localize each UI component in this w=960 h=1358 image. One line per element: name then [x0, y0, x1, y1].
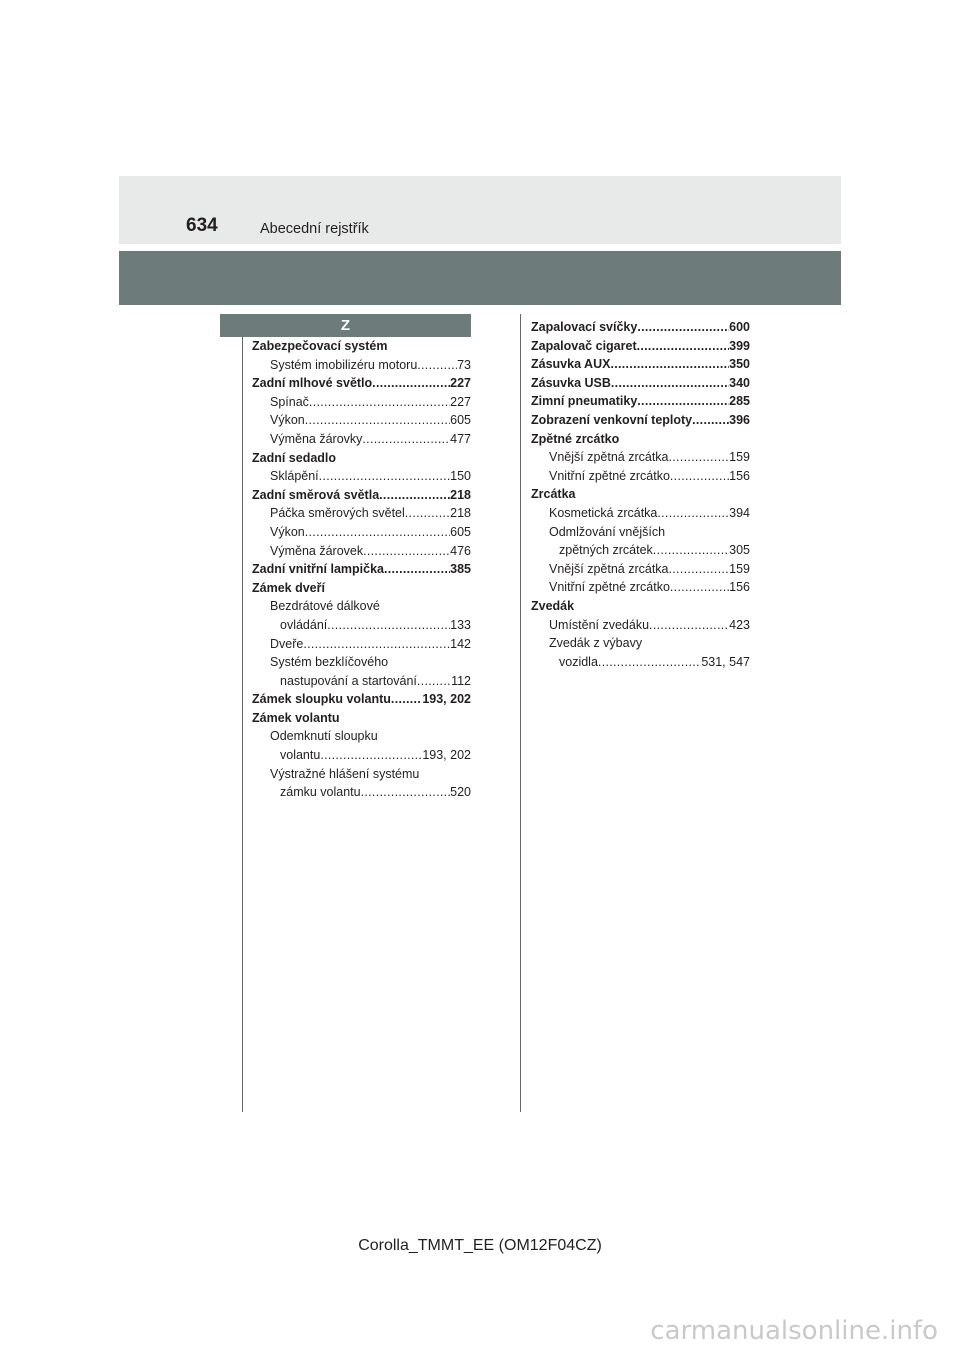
index-entry-label: Výkon [270, 413, 305, 428]
dot-leader [610, 355, 729, 374]
dot-leader [611, 374, 729, 393]
index-entry-label: Dveře [270, 636, 304, 651]
dot-leader [637, 392, 729, 411]
index-entry [531, 616, 750, 635]
index-entry-page[interactable]: 156 [729, 580, 750, 595]
index-entry-label: Zvedák z výbavy [549, 636, 643, 651]
index-entry [252, 542, 471, 561]
dot-leader [319, 467, 450, 486]
index-entry [252, 337, 471, 356]
index-entry-label: Vnější zpětná zrcátka [549, 450, 669, 465]
index-entry [252, 356, 471, 375]
index-entry [531, 355, 750, 374]
footer-document-id: Corolla_TMMT_EE (OM12F04CZ) [358, 1237, 602, 1254]
index-entry [531, 597, 750, 616]
index-entry-page[interactable]: 350 [729, 357, 750, 372]
index-entry [252, 709, 471, 728]
header-accent-band [119, 251, 841, 305]
watermark: carmanualsonline.info [650, 1316, 938, 1346]
index-entry-label: Zámek volantu [252, 710, 340, 725]
index-entry [252, 374, 471, 393]
index-entry [531, 448, 750, 467]
index-entry-label: Zadní mlhové světlo [252, 376, 373, 391]
index-entry-label: Zadní směrová světla [252, 487, 380, 502]
dot-leader [362, 430, 450, 449]
page-number: 634 [186, 215, 218, 236]
index-entry [252, 783, 471, 802]
index-entry-label: Spínač [270, 394, 309, 409]
dot-leader [637, 318, 729, 337]
index-letter-heading: Z [220, 314, 471, 337]
index-column-right [531, 318, 750, 671]
index-entry-label: Zapalovač cigaret [531, 338, 637, 353]
index-entry [531, 653, 750, 672]
index-entry-label: Vnější zpětná zrcátka [549, 561, 669, 576]
index-entry-page[interactable]: 156 [729, 468, 750, 483]
index-entry [252, 523, 471, 542]
index-entry [252, 449, 471, 468]
index-entry [531, 467, 750, 486]
index-entry-label: Zadní sedadlo [252, 450, 337, 465]
section-title: Abecední rejstřík [260, 221, 369, 237]
dot-leader [305, 411, 450, 430]
index-entry [531, 523, 750, 542]
index-entry-label: Zásuvka USB [531, 375, 611, 390]
index-entry-page[interactable]: 133 [450, 617, 471, 632]
index-entry-label: ovládání [280, 617, 328, 632]
index-entry-label: zpětných zrcátek [559, 543, 653, 558]
index-entry [531, 485, 750, 504]
index-entry [531, 411, 750, 430]
index-entry-page[interactable]: 112 [451, 673, 471, 688]
index-entry-label: Vnitřní zpětné zrcátko [549, 580, 670, 595]
index-entry-page[interactable]: 227 [450, 376, 471, 391]
index-entry-label: Zapalovací svíčky [531, 320, 638, 334]
index-entry-page[interactable]: 218 [450, 506, 471, 521]
column-divider-right [520, 314, 521, 1112]
dot-leader [653, 541, 729, 560]
index-entry [252, 486, 471, 505]
index-entry-label: Systém imobilizéru motoru [270, 357, 418, 372]
dot-leader [417, 672, 451, 691]
index-entry [531, 392, 750, 411]
index-entry [252, 430, 471, 449]
index-entry-page[interactable]: 193, 202 [422, 748, 471, 763]
index-entry [531, 634, 750, 653]
index-entry-label: Vnitřní zpětné zrcátko [549, 468, 670, 483]
index-entry-label: Zámek dveří [252, 580, 325, 595]
index-entry-page[interactable]: 73 [457, 357, 471, 372]
index-entry-page[interactable]: 396 [729, 412, 750, 427]
index-entry-label: Páčka směrových světel [270, 506, 405, 521]
index-entry [252, 746, 471, 765]
dot-leader [363, 542, 450, 561]
index-entry-page[interactable]: 159 [729, 450, 750, 465]
dot-leader [417, 356, 457, 375]
dot-leader [391, 690, 422, 709]
index-entry [531, 430, 750, 449]
index-entry-page[interactable]: 605 [450, 524, 471, 539]
index-entry [252, 672, 471, 691]
index-entry-label: Odmlžování vnějších [549, 524, 666, 539]
index-entry-page[interactable]: 285 [729, 394, 750, 409]
index-entry-page[interactable]: 394 [729, 505, 750, 520]
index-entry-page[interactable]: 520 [450, 785, 471, 800]
index-entry-page[interactable]: 193, 202 [422, 692, 471, 707]
index-entry-label: Výkon [270, 524, 305, 539]
index-entry-label: Systém bezklíčového [270, 655, 389, 670]
index-entry-page[interactable]: 305 [729, 543, 750, 558]
dot-leader [372, 374, 450, 393]
index-entry [252, 765, 471, 784]
index-entry [252, 653, 471, 672]
index-entry-label: Zvedák [531, 598, 575, 613]
index-entry-page[interactable]: 218 [450, 487, 471, 502]
index-entry-page[interactable]: 340 [729, 375, 750, 390]
index-entry-label: Výměna žárovek [270, 543, 364, 558]
index-entry [252, 393, 471, 412]
index-entry-page[interactable]: 477 [450, 431, 471, 446]
index-entry [252, 727, 471, 746]
dot-leader [303, 635, 450, 654]
index-entry [252, 616, 471, 635]
index-entry [252, 411, 471, 430]
index-entry-label: vozidla [559, 654, 598, 669]
index-entry-page[interactable]: 159 [729, 561, 750, 576]
index-entry [531, 337, 750, 356]
index-entry-page[interactable]: 476 [450, 543, 471, 558]
dot-leader [379, 486, 450, 505]
dot-leader [305, 523, 450, 542]
header-band [119, 176, 841, 244]
index-entry-label: Odemknutí sloupku [270, 729, 378, 744]
index-entry-label: Výstražné hlášení systému [270, 766, 420, 781]
dot-leader [405, 504, 450, 523]
dot-leader [657, 504, 729, 523]
index-entry-label: zámku volantu [280, 785, 361, 800]
index-entry-page[interactable]: 531, 547 [701, 654, 750, 669]
index-entry [531, 560, 750, 579]
dot-leader [320, 746, 422, 765]
dot-leader [361, 783, 451, 802]
index-entry-label: Zadní vnitřní lampička [252, 562, 384, 577]
index-entry-label: Zámek sloupku volantu [252, 692, 391, 707]
dot-leader [669, 560, 730, 579]
index-entry [531, 374, 750, 393]
index-entry-page[interactable]: 423 [729, 617, 750, 632]
index-entry [252, 560, 471, 579]
dot-leader [598, 653, 701, 672]
dot-leader [309, 393, 450, 412]
dot-leader [692, 411, 729, 430]
index-entry [252, 579, 471, 598]
index-entry-label: Zrcátka [531, 487, 576, 502]
dot-leader [384, 560, 450, 579]
index-entry-page[interactable]: 385 [450, 562, 471, 577]
index-entry [252, 597, 471, 616]
index-entry [252, 635, 471, 654]
index-entry [252, 690, 471, 709]
dot-leader [649, 616, 729, 635]
index-column-left [252, 337, 471, 802]
index-entry-page[interactable]: 142 [450, 636, 471, 651]
index-entry-label: Zpětné zrcátko [531, 431, 620, 446]
index-entry [531, 318, 750, 337]
index-entry-page[interactable]: 605 [450, 413, 471, 428]
index-entry-label: Bezdrátové dálkové [270, 599, 380, 614]
dot-leader [669, 448, 730, 467]
index-entry-label: Výměna žárovky [270, 431, 363, 446]
index-entry-label: Sklápění [270, 469, 319, 484]
index-entry-label: Zobrazení venkovní teploty [531, 412, 693, 427]
index-entry-label: Kosmetická zrcátka [549, 505, 658, 520]
index-entry-page[interactable]: 150 [450, 469, 471, 484]
index-entry [531, 504, 750, 523]
column-divider-left [242, 337, 243, 1112]
index-entry [531, 541, 750, 560]
dot-leader [670, 467, 729, 486]
index-entry-label: volantu [280, 748, 321, 763]
index-entry [531, 578, 750, 597]
index-entry-label: Umístění zvedáku [549, 617, 650, 632]
dot-leader [670, 578, 729, 597]
dot-leader [637, 337, 730, 356]
index-entry [252, 467, 471, 486]
index-entry-page[interactable]: 600 [729, 320, 750, 334]
index-entry-page[interactable]: 227 [450, 394, 471, 409]
index-entry-page[interactable]: 399 [729, 338, 750, 353]
index-entry-label: Zásuvka AUX [531, 357, 611, 372]
index-entry [252, 504, 471, 523]
index-entry-label: nastupování a startování [280, 673, 417, 688]
index-entry-label: Zabezpečovací systém [252, 339, 388, 353]
index-entry-label: Zimní pneumatiky [531, 394, 638, 409]
dot-leader [327, 616, 450, 635]
